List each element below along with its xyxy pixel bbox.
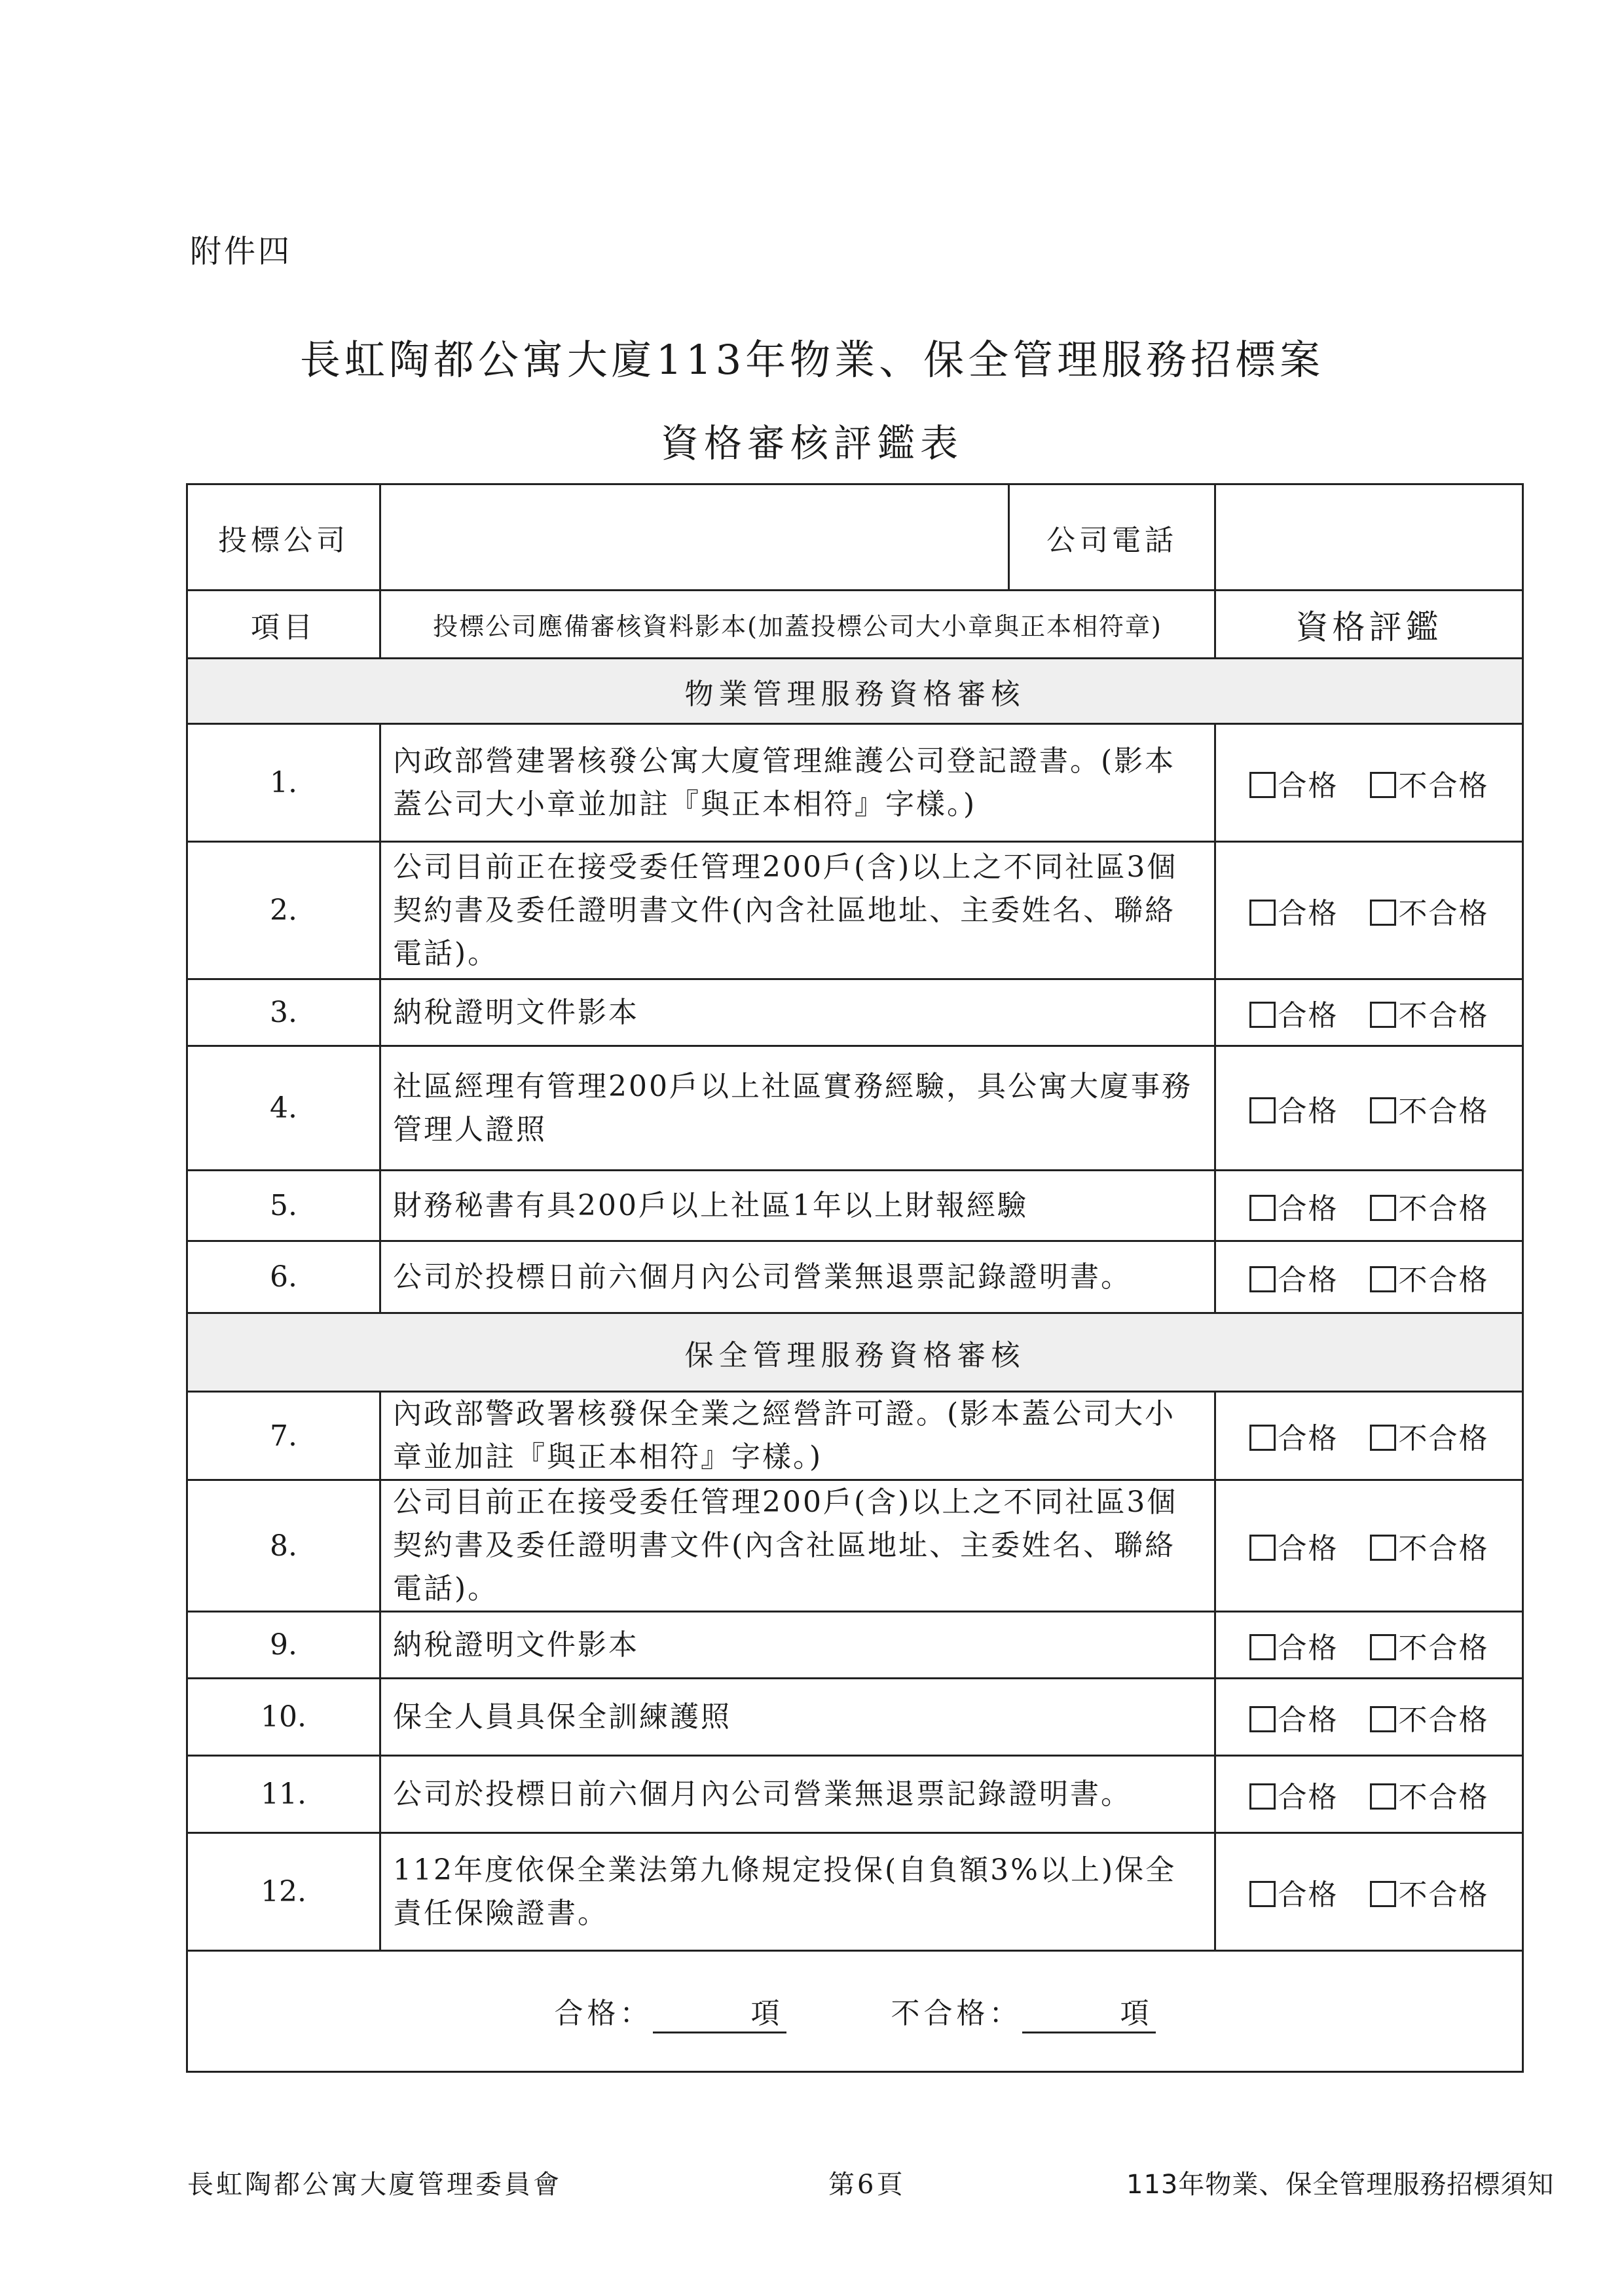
fail-checkbox[interactable] [1370,1706,1396,1732]
pass-label: 合格 [1278,896,1338,930]
attachment-label: 附件四 [190,233,293,270]
qualification-table [186,483,1524,2073]
fail-label: 不合格 [1398,1703,1489,1737]
col-item-header: 項目 [187,591,380,659]
phone-label: 公司電話 [1009,484,1215,591]
fail-label: 不合格 [1398,1532,1489,1565]
evaluation-cell [1215,1480,1523,1612]
pass-label: 合格 [1278,1422,1338,1455]
item-number: 6. [187,1241,380,1313]
fail-label: 不合格 [1398,769,1489,803]
item-number: 7. [187,1392,380,1480]
pass-option[interactable] [1249,1087,1338,1129]
company-row [187,484,1523,591]
phone-field[interactable] [1215,484,1523,591]
item-description: 公司於投標日前六個月內公司營業無退票記錄證明書。 [380,1756,1215,1833]
table-row [187,1679,1523,1756]
fail-label: 不合格 [1398,1094,1489,1128]
fail-label: 不合格 [1398,1422,1489,1455]
pass-label: 合格 [1278,1263,1338,1297]
column-header-row [187,591,1523,659]
pass-label: 合格 [1278,1094,1338,1128]
fail-label: 不合格 [1398,1780,1489,1814]
col-eval-header: 資格評鑑 [1215,591,1523,659]
document-title: 長虹陶都公寓大廈113年物業、保全管理服務招標案 [299,336,1325,384]
fail-option[interactable] [1370,1087,1489,1129]
evaluation-cell [1215,1046,1523,1171]
pass-checkbox[interactable] [1249,1706,1276,1732]
fail-option[interactable] [1370,1185,1489,1227]
item-number: 12. [187,1833,380,1951]
item-number: 4. [187,1046,380,1171]
pass-checkbox[interactable] [1249,1425,1276,1451]
company-label: 投標公司 [187,484,380,591]
fail-label: 不合格 [1398,1263,1489,1297]
item-number: 1. [187,724,380,842]
fail-option[interactable] [1370,1256,1489,1298]
pass-option[interactable] [1249,1185,1338,1227]
pass-label: 合格 [1278,1631,1338,1665]
fail-checkbox[interactable] [1370,1881,1396,1907]
item-number: 10. [187,1679,380,1756]
total-pass-label: 合格： [554,1996,653,2030]
section-title: 物業管理服務資格審核 [187,659,1523,724]
item-number: 11. [187,1756,380,1833]
footer-committee: 長虹陶都公寓大廈管理委員會 [187,2170,562,2200]
item-number: 9. [187,1612,380,1679]
evaluation-cell [1215,842,1523,979]
table-row [187,724,1523,842]
col-desc-header: 投標公司應備審核資料影本(加蓋投標公司大小章與正本相符章) [380,591,1215,659]
document-subtitle: 資格審核評鑑表 [660,421,963,465]
fail-checkbox[interactable] [1370,1097,1396,1123]
total-fail-label: 不合格： [891,1996,1022,2030]
evaluation-cell [1215,1756,1523,1833]
pass-checkbox[interactable] [1249,1266,1276,1292]
table-row [187,1046,1523,1171]
evaluation-cell [1215,1833,1523,1951]
pass-option[interactable] [1249,992,1338,1034]
fail-checkbox[interactable] [1370,772,1396,798]
fail-option[interactable] [1370,1774,1489,1815]
fail-checkbox[interactable] [1370,1783,1396,1810]
pass-label: 合格 [1278,1878,1338,1912]
section-title: 保全管理服務資格審核 [187,1313,1523,1392]
item-description: 保全人員具保全訓練護照 [380,1679,1215,1756]
fail-option[interactable] [1370,1696,1489,1738]
fail-label: 不合格 [1398,1631,1489,1665]
item-description: 公司目前正在接受委任管理200戶(含)以上之不同社區3個契約書及委任證明書文件(內含社區地址、主委姓名、聯絡電話)。 [380,1480,1215,1612]
table-row [187,1756,1523,1833]
item-number: 5. [187,1171,380,1241]
item-description: 納稅證明文件影本 [380,1612,1215,1679]
fail-checkbox[interactable] [1370,1195,1396,1221]
pass-checkbox[interactable] [1249,1002,1276,1028]
fail-checkbox[interactable] [1370,1266,1396,1292]
pass-checkbox[interactable] [1249,900,1276,926]
table-row [187,842,1523,979]
item-number: 3. [187,979,380,1046]
item-description: 內政部警政署核發保全業之經營許可證。(影本蓋公司大小章並加註『與正本相符』字樣。) [380,1392,1215,1480]
pass-checkbox[interactable] [1249,1783,1276,1810]
section-header-row [187,1313,1523,1392]
pass-checkbox[interactable] [1249,772,1276,798]
total-fail-blank[interactable]: 項 [1022,1990,1156,2033]
section-header-row [187,659,1523,724]
evaluation-cell [1215,1171,1523,1241]
table-row [187,1833,1523,1951]
item-description: 112年度依保全業法第九條規定投保(自負額3%以上)保全責任保險證書。 [380,1833,1215,1951]
item-description: 內政部營建署核發公寓大廈管理維護公司登記證書。(影本蓋公司大小章並加註『與正本相符』字樣。) [380,724,1215,842]
pass-checkbox[interactable] [1249,1097,1276,1123]
item-description: 公司於投標日前六個月內公司營業無退票記錄證明書。 [380,1241,1215,1313]
footer-document-name: 113年物業、保全管理服務招標須知 [1126,2170,1555,2200]
item-number: 8. [187,1480,380,1612]
fail-option[interactable] [1370,992,1489,1034]
pass-checkbox[interactable] [1249,1881,1276,1907]
fail-checkbox[interactable] [1370,1634,1396,1660]
totals-cell [187,1951,1523,2072]
evaluation-cell [1215,724,1523,842]
fail-checkbox[interactable] [1370,1002,1396,1028]
pass-option[interactable] [1249,762,1338,804]
pass-checkbox[interactable] [1249,1634,1276,1660]
pass-label: 合格 [1278,769,1338,803]
total-pass-blank[interactable]: 項 [653,1990,786,2033]
fail-label: 不合格 [1398,1878,1489,1912]
pass-checkbox[interactable] [1249,1195,1276,1221]
table-row [187,1480,1523,1612]
fail-checkbox[interactable] [1370,1425,1396,1451]
fail-option[interactable] [1370,890,1489,932]
table-row [187,979,1523,1046]
pass-option[interactable] [1249,890,1338,932]
fail-checkbox[interactable] [1370,1535,1396,1561]
pass-label: 合格 [1278,1780,1338,1814]
pass-option[interactable] [1249,1774,1338,1815]
fail-option[interactable] [1370,1871,1489,1913]
totals-row [187,1951,1523,2072]
evaluation-cell [1215,979,1523,1046]
pass-label: 合格 [1278,1703,1338,1737]
pass-label: 合格 [1278,998,1338,1032]
table-row [187,1612,1523,1679]
company-name-field[interactable] [380,484,1009,591]
pass-option[interactable] [1249,1525,1338,1567]
fail-label: 不合格 [1398,896,1489,930]
pass-option[interactable] [1249,1624,1338,1666]
fail-checkbox[interactable] [1370,900,1396,926]
fail-option[interactable] [1370,762,1489,804]
pass-checkbox[interactable] [1249,1535,1276,1561]
item-number: 2. [187,842,380,979]
fail-option[interactable] [1370,1415,1489,1457]
fail-option[interactable] [1370,1525,1489,1567]
table-row [187,1171,1523,1241]
evaluation-cell [1215,1241,1523,1313]
item-description: 納稅證明文件影本 [380,979,1215,1046]
pass-label: 合格 [1278,1192,1338,1226]
pass-option[interactable] [1249,1256,1338,1298]
pass-option[interactable] [1249,1415,1338,1457]
evaluation-cell [1215,1612,1523,1679]
evaluation-cell [1215,1392,1523,1480]
table-row [187,1392,1523,1480]
pass-option[interactable] [1249,1871,1338,1913]
fail-option[interactable] [1370,1624,1489,1666]
pass-option[interactable] [1249,1696,1338,1738]
table-row [187,1241,1523,1313]
fail-label: 不合格 [1398,1192,1489,1226]
item-description: 社區經理有管理200戶以上社區實務經驗，具公寓大廈事務管理人證照 [380,1046,1215,1171]
item-description: 公司目前正在接受委任管理200戶(含)以上之不同社區3個契約書及委任證明書文件(內含社區地址、主委姓名、聯絡電話)。 [380,842,1215,979]
fail-label: 不合格 [1398,998,1489,1032]
footer-page-number: 第6頁 [828,2170,906,2200]
evaluation-cell [1215,1679,1523,1756]
item-description: 財務秘書有具200戶以上社區1年以上財報經驗 [380,1171,1215,1241]
pass-label: 合格 [1278,1532,1338,1565]
